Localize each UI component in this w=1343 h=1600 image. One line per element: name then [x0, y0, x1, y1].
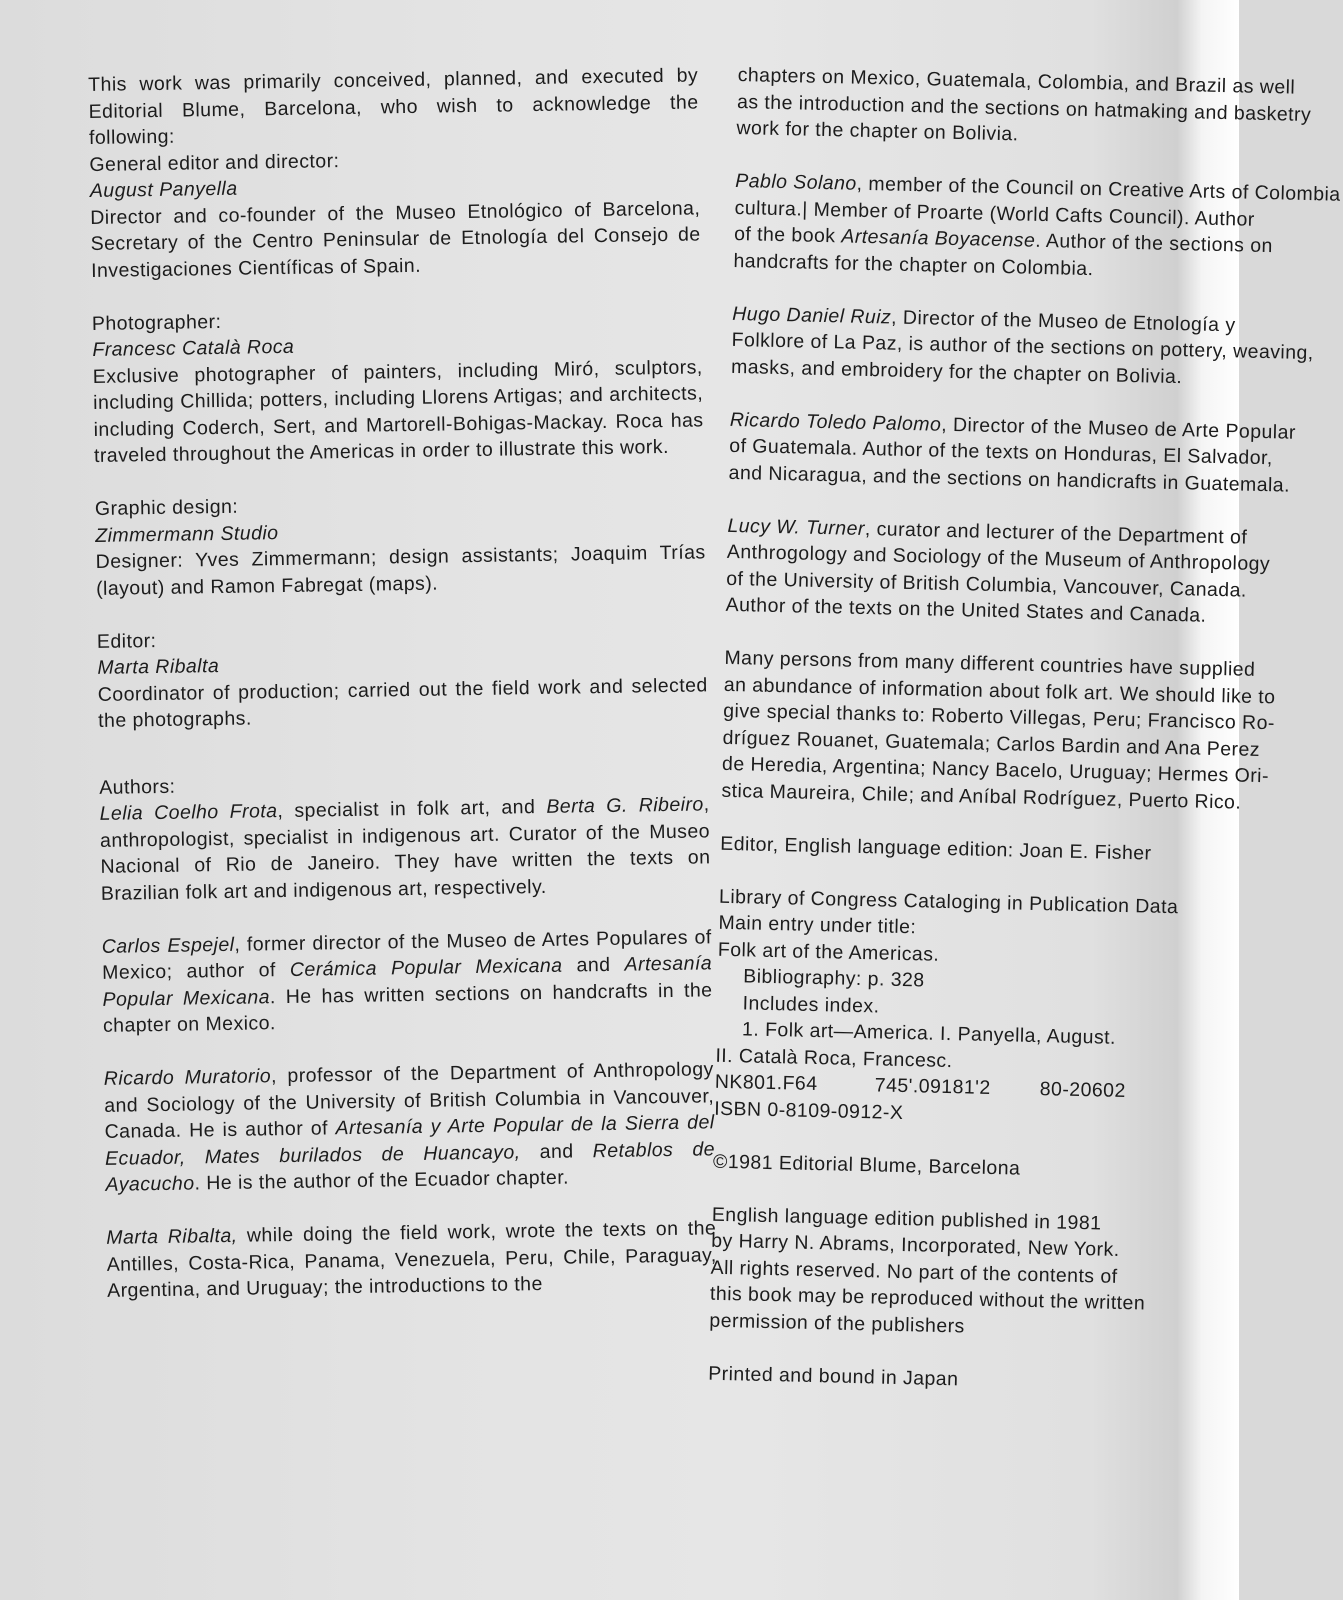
photographer-name: Francesc Català Roca [92, 335, 295, 361]
contributor-ruiz: Hugo Daniel Ruiz, Director of the Museo de Etnología y Folklore of La Paz, is author of the sections on pottery, weaving, masks, and embroidery for the chapter on Bolivia. [730, 302, 1314, 388]
book-title: Cerámica Popular Mexicana [289, 954, 563, 981]
thanks-paragraph: Many persons from many different countries have supplied an abundance of information about folk art. We should like to give special thanks to: Roberto Villegas, Peru; Francisco Ro- dríguez Rouanet, Guatemala; Carlos Bardin and Ana Perez de Heredia, Argentina; Nancy Bacelo, Uruguay; Hermes Ori- stica Maureira, Chile; and Aníbal Rodríguez, Puerto Rico. [721, 646, 1276, 814]
graphic-design-name: Zimmermann Studio [95, 521, 279, 547]
general-editor-section [89, 142, 701, 284]
graphic-design-section [95, 486, 707, 602]
general-editor-name: August Panyella [89, 177, 238, 202]
author-name-ribeiro: Berta G. Ribeiro [546, 793, 704, 818]
author-espejel: Carlos Espejel, former director of the Museo de Artes Populares of Mexico; author of Cerámica Popular Mexicana and Artesanía Popular Mexicana. He has written sections on handcrafts in the chapter on Mexico. [101, 925, 713, 1037]
rights-paragraph: English language edition published in 1981 by Harry N. Abrams, Incorporated, New York. All rights reserved. No part of the contents of this book may be reproduced without the written permission of the publishers [709, 1203, 1146, 1337]
lccn: 80-20602 [1039, 1078, 1127, 1103]
contributor-name-toledo: Ricardo Toledo Palomo [729, 408, 942, 436]
book-title: Retablos de Ayacucho [105, 1137, 716, 1196]
authors-section [99, 765, 711, 907]
editor-heading: Editor: [96, 629, 157, 653]
call-number: NK801.F64 [714, 1070, 818, 1096]
editor-name: Marta Ribalta [97, 655, 220, 679]
contributor-name-solano: Pablo Solano [735, 169, 857, 195]
author-name-frota: Lelia Coelho Frota [99, 800, 278, 825]
author-name-ribalta: Marta Ribalta, [106, 1224, 238, 1249]
general-editor-description: Director and co-founder of the Museo Etnológico of Barcelona, Secretary of the Centro Peninsular de Etnología del Consejo de Investigaciones Científicas of Spain. [90, 196, 701, 282]
authors-heading: Authors: [99, 775, 176, 799]
left-column [88, 62, 717, 1304]
book-title: Artesanía Popular Mexicana [102, 952, 713, 1011]
copyright-notice: ©1981 Editorial Blume, Barcelona [712, 1150, 1021, 1180]
book-title: Artesanía Boyacense [841, 225, 1036, 252]
dewey-number: 745'.09181'2 [874, 1074, 991, 1099]
cip-data: Library of Congress Cataloging in Publication Data Main entry under title: Folk art of the Americas. Bibliography: p. 328 Includes index. 1. Folk art—America. I. Panyella, August. II. Català Roca, Francesc. NK801.F64 745'.09181'2 80-20602 ISBN 0-8109-0912-X [714, 883, 1239, 1133]
author-name-espejel: Carlos Espejel [101, 933, 235, 958]
book-title: Artesanía y Arte Popular de la Sierra del Ecuador, Mates burilados de Huancayo, [104, 1111, 715, 1170]
graphic-design-heading: Graphic design: [94, 495, 239, 520]
contributor-name-ruiz: Hugo Daniel Ruiz [732, 302, 892, 329]
printed-in: Printed and bound in Japan [707, 1362, 959, 1390]
continuation-paragraph: chapters on Mexico, Guatemala, Colombia, and Brazil as well as the introduction and the sections on hatmaking and basketry work for the chapter on Bolivia. [736, 63, 1312, 146]
author-ribalta: Marta Ribalta, while doing the field work, wrote the texts on the Antilles, Costa-Rica, Panama, Venezuela, Peru, Chile, Paraguay, Argentina, and Uruguay; the introductions to the [106, 1217, 717, 1302]
intro-paragraph: This work was primarily conceived, planned, and executed by Editorial Blume, Barcelona, who wish to acknowledge the following: [88, 64, 699, 149]
photographer-description: Exclusive photographer of painters, including Miró, sculptors, including Chillida; potters, including Llorens Artigas; and architects, including Coderch, Sert, and Martorell-Bohigas-Mackay. Roca has traveled throughout the Americas in order to illustrate this work. [92, 355, 704, 467]
author-muratorio: Ricardo Muratorio, professor of the Department of Anthropology and Sociology of the University of British Columbia in Vancouver, Canada. He is author of Artesanía y Arte Popular de la Sierra del Ecuador, Mates burilados de Huancayo, and Retablos de Ayacucho. He is the author of the Ecuador chapter. [103, 1058, 716, 1196]
editor-section [97, 619, 709, 735]
contributor-turner: Lucy W. Turner, curator and lecturer of the Department of Anthrogology and Sociology of the Museum of Anthropology of the University of British Columbia, Vancouver, Canada. Author of the texts on the United States and Canada. [725, 514, 1271, 627]
isbn: ISBN 0-8109-0912-X [714, 1097, 904, 1124]
contributor-name-turner: Lucy W. Turner [727, 514, 866, 540]
general-editor-heading: General editor and director: [89, 149, 340, 176]
editor-description: Coordinator of production; carried out the field work and selected the photographs. [97, 673, 708, 732]
english-edition-editor: Editor, English language edition: Joan E. Fisher [720, 832, 1152, 865]
photographer-section [92, 301, 704, 470]
photographer-heading: Photographer: [91, 310, 222, 335]
right-column [707, 62, 1341, 1397]
contributor-toledo: Ricardo Toledo Palomo, Director of the Museo de Arte Popular of Guatemala. Author of the texts on Honduras, El Salvador, and Nicaragua, and the sections on handicrafts in Guatemala. [728, 408, 1297, 497]
author-frota-ribeiro: Lelia Coelho Frota, specialist in folk art, and Berta G. Ribeiro, anthropologist, specialist in indigenous art. Curator of the Museo Nacional of Rio de Janeiro. They have written the texts on Brazilian folk art and indigenous art, respectively. [99, 793, 711, 905]
author-name-muratorio: Ricardo Muratorio [103, 1065, 272, 1090]
cip-heading: Library of Congress Cataloging in Publication Data [718, 885, 1179, 918]
contributor-solano: Pablo Solano, member of the Council on Creative Arts of Colombia cultura.| Member of Proarte (World Cafts Council). Author of the book Artesanía Boyacense. Author of the sections on handcrafts for the chapter on Colombia. [733, 169, 1341, 280]
graphic-design-description: Designer: Yves Zimmermann; design assistants; Joaquim Trías (layout) and Ramon Fabregat (maps). [95, 541, 706, 600]
